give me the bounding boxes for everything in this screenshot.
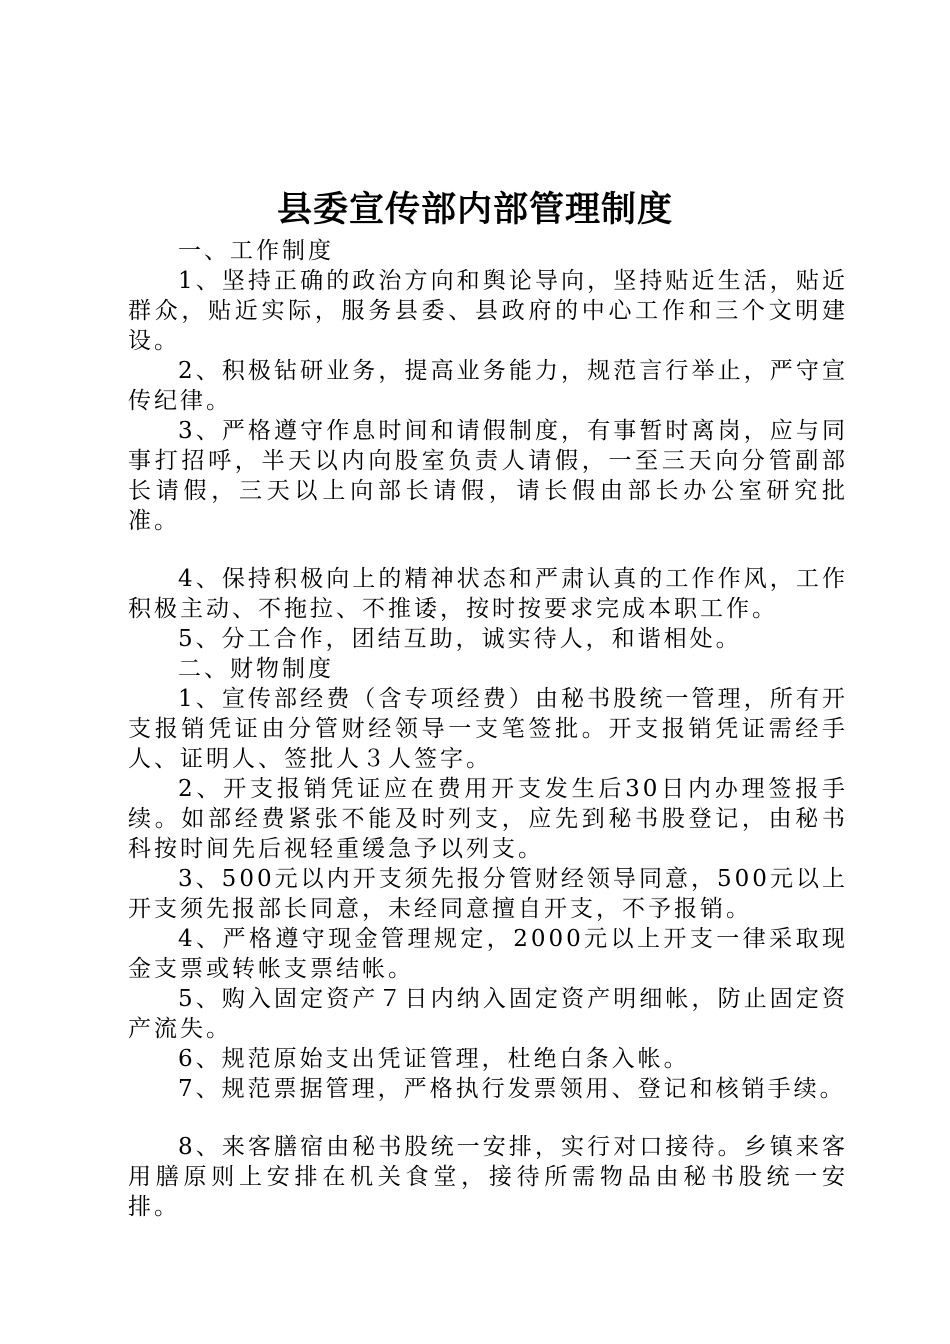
finance-rule-4: 4、严格遵守现金管理规定，2000元以上开支一律采取现金支票或转帐支票结帐。 [128,926,848,982]
section-heading-finance-rules: 二、财物制度 [178,656,334,682]
finance-rule-1: 1、宣传部经费（含专项经费）由秘书股统一管理，所有开支报销凭证由分管财经领导一支笔签批。开支报销凭证需经手人、证明人、签批人３人签字。 [128,686,848,772]
finance-rule-2: 2、开支报销凭证应在费用开支发生后30日内办理签报手续。如部经费紧张不能及时列支，应先到秘书股登记，由秘书科按时间先后视轻重缓急予以列支。 [128,776,848,862]
finance-rule-3: 3、500元以内开支须先报分管财经领导同意，500元以上开支须先报部长同意，未经同意擅自开支，不予报销。 [128,866,848,922]
section-heading-work-rules: 一、工作制度 [178,238,334,264]
work-rule-5: 5、分工合作，团结互助，诚实待人，和谐相处。 [178,626,742,652]
finance-rule-5: 5、购入固定资产７日内纳入固定资产明细帐，防止固定资产流失。 [128,986,848,1042]
document-title: 县委宣传部内部管理制度 [276,189,673,230]
finance-rule-7: 7、规范票据管理，严格执行发票领用、登记和核销手续。 [178,1076,846,1102]
finance-rule-6: 6、规范原始支出凭证管理，杜绝白条入帐。 [178,1046,690,1072]
work-rule-1: 1、坚持正确的政治方向和舆论导向，坚持贴近生活，贴近群众，贴近实际，服务县委、县政府的中心工作和三个文明建设。 [128,268,848,354]
work-rule-4: 4、保持积极向上的精神状态和严肃认真的工作作风，工作积极主动、不拖拉、不推诿，按时按要求完成本职工作。 [128,566,848,622]
finance-rule-8: 8、来客膳宿由秘书股统一安排，实行对口接待。乡镇来客用膳原则上安排在机关食堂，接待所需物品由秘书股统一安排。 [128,1134,848,1220]
work-rule-3: 3、严格遵守作息时间和请假制度，有事暂时离岗，应与同事打招呼，半天以内向股室负责人请假，一至三天向分管副部长请假，三天以上向部长请假，请长假由部长办公室研究批准。 [128,418,848,534]
document-body [128,236,848,1222]
work-rule-2: 2、积极钻研业务，提高业务能力，规范言行举止，严守宣传纪律。 [128,358,848,414]
